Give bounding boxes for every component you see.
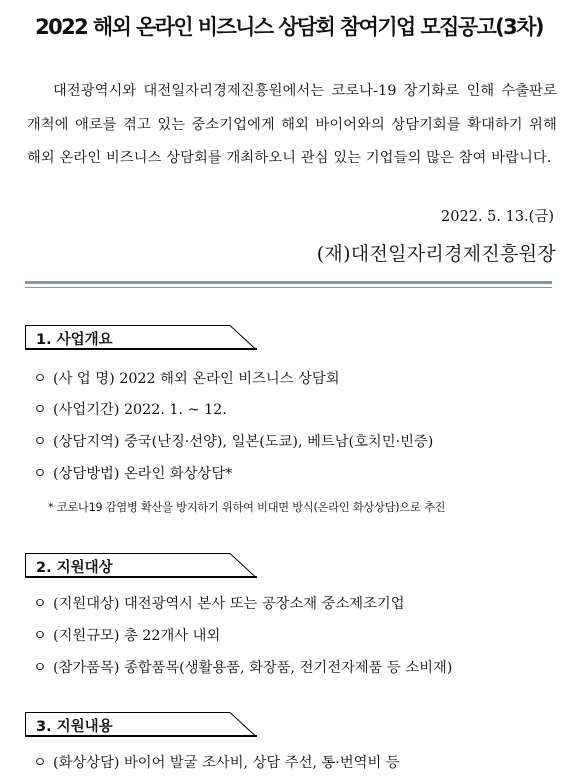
list-item: ㅇ (사업기간) 2022. 1. ~ 12. xyxy=(33,399,227,419)
section-heading-3 xyxy=(25,712,255,736)
section-heading-2 xyxy=(25,553,255,577)
bullet-icon: ㅇ xyxy=(33,596,47,612)
bullet-icon: ㅇ xyxy=(33,402,47,418)
announcement-date: 2022. 5. 13.(금) xyxy=(441,209,554,225)
bullet-icon: ㅇ xyxy=(33,660,47,676)
footnote: * 코로나19 감염병 확산을 방지하기 위하여 비대면 방식(온라인 화상상담)으로 추진 xyxy=(48,501,446,514)
list-item: ㅇ (화상상담) 바이어 발굴 조사비, 상담 주선, 통·번역비 등 xyxy=(33,752,400,772)
list-item: ㅇ (지원규모) 총 22개사 내외 xyxy=(33,625,220,645)
intro-text: 대전광역시와 대전일자리경제진흥원에서는 코로나-19 장기화로 인해 수출판로 개척에 애로를 겪고 있는 중소기업에게 해외 바이어와의 상담기회를 확대하기 위해 해외 온라인 비즈니스 상담회를 개최하오니 관심 있는 기업들의 많은 참여 바랍니다. xyxy=(27,83,557,166)
bullet-icon: ㅇ xyxy=(33,628,47,644)
bullet-icon: ㅇ xyxy=(33,466,47,482)
divider-thick xyxy=(25,281,552,284)
section-heading-label: 3. 지원내용 xyxy=(36,719,113,735)
bullet-icon: ㅇ xyxy=(33,434,47,450)
intro-paragraph xyxy=(27,75,557,176)
bullet-icon: ㅇ xyxy=(33,755,47,771)
section-heading-label: 2. 지원대상 xyxy=(36,560,113,576)
section-heading-label: 1. 사업개요 xyxy=(36,332,113,348)
bullet-icon: ㅇ xyxy=(33,371,47,387)
issuer-name: (재)대전일자리경제진흥원장 xyxy=(316,243,556,265)
section-heading-1 xyxy=(25,325,255,349)
list-item: ㅇ (상담지역) 중국(난징·선양), 일본(도쿄), 베트남(호치민·빈증) xyxy=(33,431,433,451)
divider-thin xyxy=(25,287,552,288)
list-item: ㅇ (지원대상) 대전광역시 본사 또는 공장소재 중소제조기업 xyxy=(33,593,405,613)
list-item: ㅇ (참가품목) 종합품목(생활용품, 화장품, 전기전자제품 등 소비재) xyxy=(33,657,452,677)
list-item: ㅇ (사 업 명) 2022 해외 온라인 비즈니스 상담회 xyxy=(33,368,340,388)
page-title: 2022 해외 온라인 비즈니스 상담회 참여기업 모집공고(3차) xyxy=(35,15,543,39)
list-item: ㅇ (상담방법) 온라인 화상상담* xyxy=(33,463,232,483)
